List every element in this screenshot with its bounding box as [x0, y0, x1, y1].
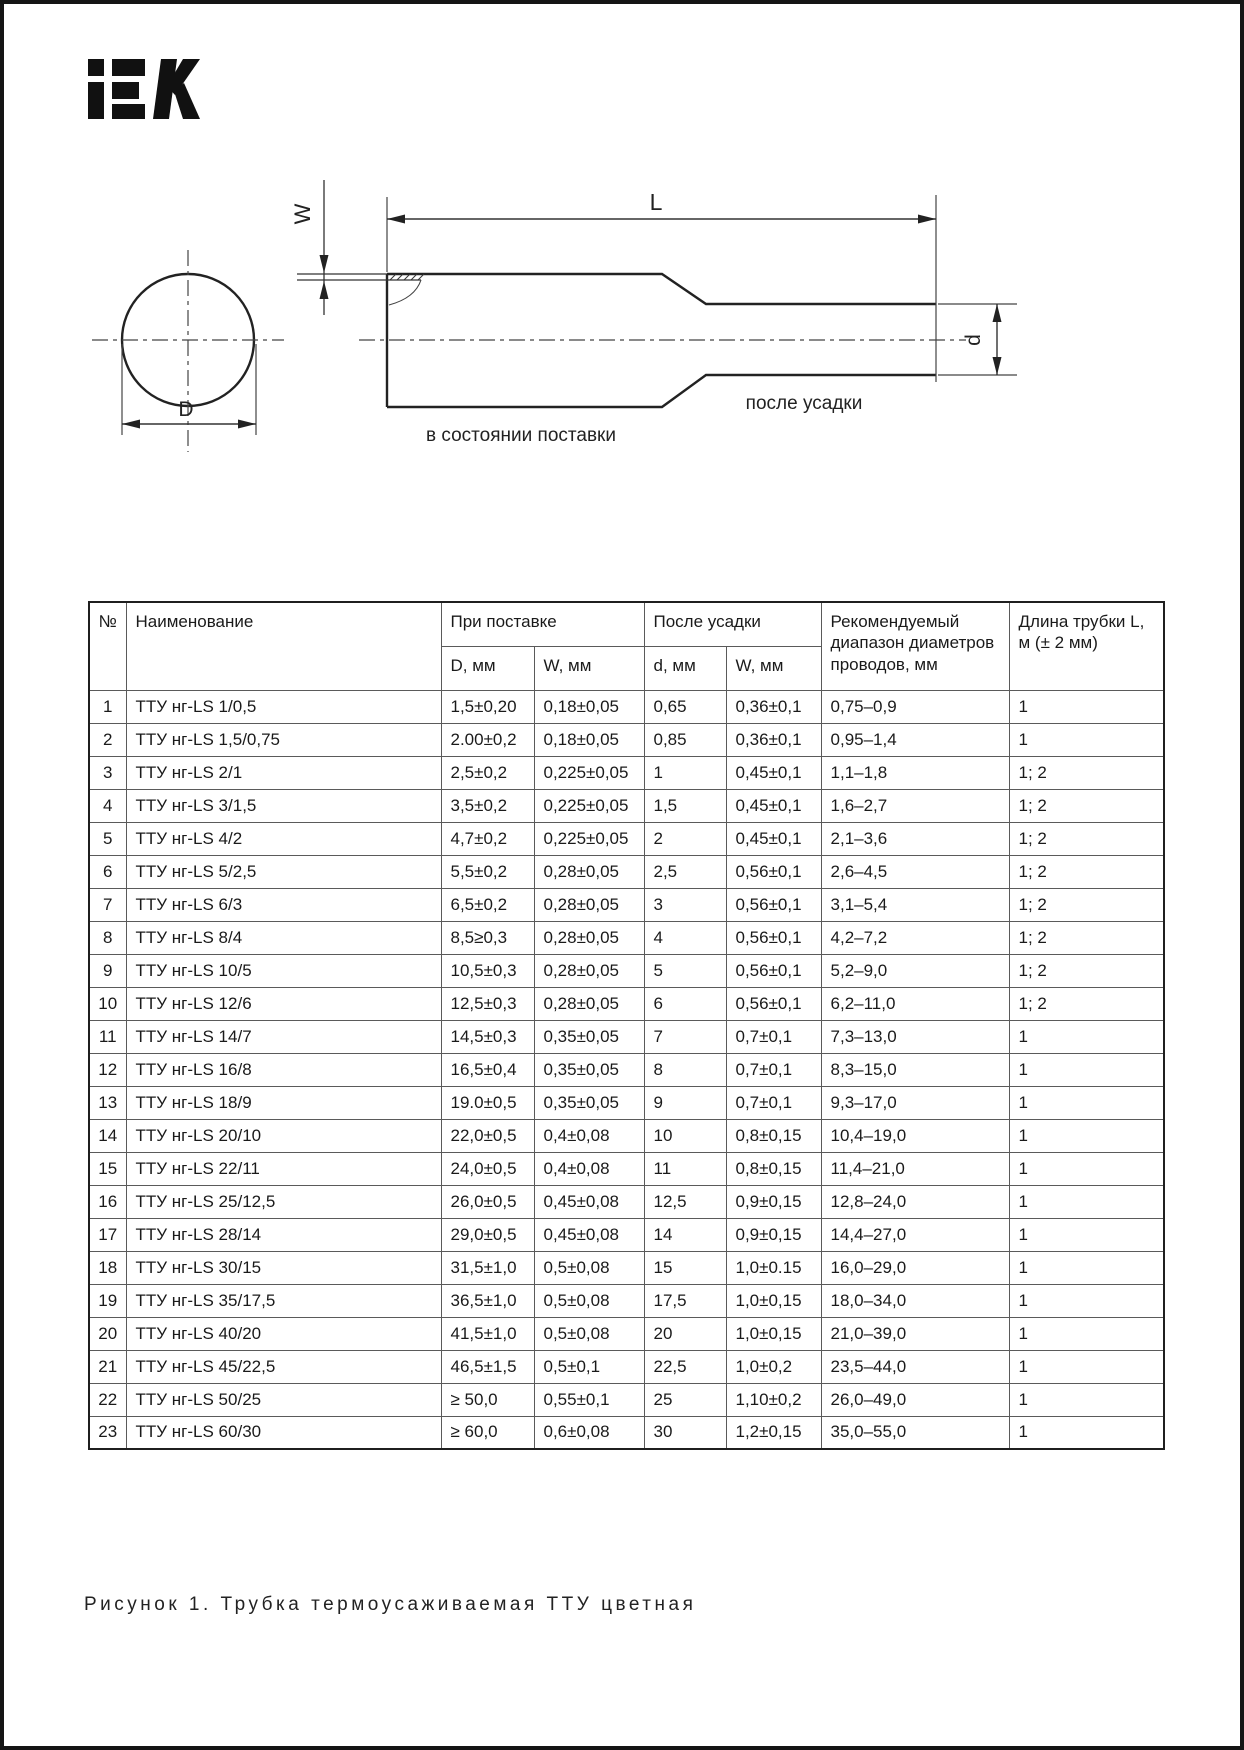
cell-range: 11,4–21,0	[821, 1152, 1009, 1185]
cell-num: 14	[89, 1119, 126, 1152]
cell-range: 9,3–17,0	[821, 1086, 1009, 1119]
cell-shrink_d: 0,65	[644, 690, 726, 723]
cell-name: ТТУ нг-LS 50/25	[126, 1383, 441, 1416]
table-row	[89, 1020, 1164, 1053]
cell-shrink_w: 0,56±0,1	[726, 954, 821, 987]
table-row	[89, 1317, 1164, 1350]
cell-num: 16	[89, 1185, 126, 1218]
cell-length: 1; 2	[1009, 954, 1164, 987]
cell-num: 12	[89, 1053, 126, 1086]
cell-range: 8,3–15,0	[821, 1053, 1009, 1086]
cell-name: ТТУ нг-LS 22/11	[126, 1152, 441, 1185]
cell-range: 1,6–2,7	[821, 789, 1009, 822]
cell-supply_d: 10,5±0,3	[441, 954, 534, 987]
dim-L-label: L	[649, 189, 663, 215]
cell-name: ТТУ нг-LS 12/6	[126, 987, 441, 1020]
cell-range: 6,2–11,0	[821, 987, 1009, 1020]
wall-leader-curve	[389, 280, 421, 305]
cell-shrink_d: 12,5	[644, 1185, 726, 1218]
tube-technical-drawing	[4, 152, 1104, 482]
cell-supply_w: 0,4±0,08	[534, 1152, 644, 1185]
cell-shrink_w: 0,9±0,15	[726, 1218, 821, 1251]
cell-name: ТТУ нг-LS 60/30	[126, 1416, 441, 1449]
cell-name: ТТУ нг-LS 28/14	[126, 1218, 441, 1251]
table-row	[89, 855, 1164, 888]
cell-name: ТТУ нг-LS 6/3	[126, 888, 441, 921]
cell-length: 1	[1009, 1317, 1164, 1350]
table-row	[89, 954, 1164, 987]
table-row	[89, 921, 1164, 954]
table-row	[89, 756, 1164, 789]
cell-name: ТТУ нг-LS 30/15	[126, 1251, 441, 1284]
cell-shrink_d: 25	[644, 1383, 726, 1416]
cell-length: 1	[1009, 1119, 1164, 1152]
cell-name: ТТУ нг-LS 4/2	[126, 822, 441, 855]
dim-D-label: D	[178, 398, 194, 421]
cell-name: ТТУ нг-LS 45/22,5	[126, 1350, 441, 1383]
cell-range: 3,1–5,4	[821, 888, 1009, 921]
dim-L-arrow-right	[918, 215, 936, 224]
cell-num: 10	[89, 987, 126, 1020]
cell-supply_d: ≥ 50,0	[441, 1383, 534, 1416]
header-supply-w: W, мм	[534, 646, 644, 690]
cell-num: 4	[89, 789, 126, 822]
cell-shrink_d: 1	[644, 756, 726, 789]
cell-name: ТТУ нг-LS 35/17,5	[126, 1284, 441, 1317]
cell-supply_w: 0,55±0,1	[534, 1383, 644, 1416]
cell-length: 1	[1009, 1383, 1164, 1416]
cell-range: 0,95–1,4	[821, 723, 1009, 756]
cell-name: ТТУ нг-LS 20/10	[126, 1119, 441, 1152]
cell-num: 7	[89, 888, 126, 921]
header-shrink-group: После усадки	[644, 602, 821, 646]
dim-D-arrow-left	[122, 420, 140, 429]
cell-num: 3	[89, 756, 126, 789]
cell-range: 4,2–7,2	[821, 921, 1009, 954]
table-row	[89, 1053, 1164, 1086]
cell-num: 20	[89, 1317, 126, 1350]
cell-shrink_d: 3	[644, 888, 726, 921]
header-name: Наименование	[126, 602, 441, 690]
cell-num: 22	[89, 1383, 126, 1416]
table-row	[89, 1086, 1164, 1119]
cell-length: 1; 2	[1009, 888, 1164, 921]
cell-supply_d: 2,5±0,2	[441, 756, 534, 789]
cell-shrink_w: 0,45±0,1	[726, 789, 821, 822]
cell-length: 1	[1009, 1218, 1164, 1251]
cell-num: 2	[89, 723, 126, 756]
table-row	[89, 1185, 1164, 1218]
cell-shrink_d: 7	[644, 1020, 726, 1053]
logo-e-top-bar	[112, 59, 145, 76]
cell-supply_d: 36,5±1,0	[441, 1284, 534, 1317]
cell-supply_w: 0,18±0,05	[534, 723, 644, 756]
cell-range: 7,3–13,0	[821, 1020, 1009, 1053]
cell-range: 21,0–39,0	[821, 1317, 1009, 1350]
cell-shrink_d: 6	[644, 987, 726, 1020]
cell-supply_d: 1,5±0,20	[441, 690, 534, 723]
dim-W-label: W	[290, 203, 315, 225]
cell-length: 1; 2	[1009, 921, 1164, 954]
cell-supply_w: 0,35±0,05	[534, 1086, 644, 1119]
cell-supply_d: 31,5±1,0	[441, 1251, 534, 1284]
cell-supply_w: 0,5±0,1	[534, 1350, 644, 1383]
cell-length: 1; 2	[1009, 855, 1164, 888]
logo-e-mid-bar	[112, 82, 139, 99]
cell-length: 1; 2	[1009, 789, 1164, 822]
cell-length: 1	[1009, 1284, 1164, 1317]
cell-shrink_w: 0,7±0,1	[726, 1086, 821, 1119]
cell-num: 11	[89, 1020, 126, 1053]
cell-shrink_d: 20	[644, 1317, 726, 1350]
cell-name: ТТУ нг-LS 2/1	[126, 756, 441, 789]
cell-name: ТТУ нг-LS 14/7	[126, 1020, 441, 1053]
shrunk-state-label: после усадки	[745, 393, 863, 414]
cell-name: ТТУ нг-LS 1/0,5	[126, 690, 441, 723]
cell-supply_w: 0,28±0,05	[534, 954, 644, 987]
cell-range: 14,4–27,0	[821, 1218, 1009, 1251]
logo-i-stem	[88, 82, 104, 119]
cell-range: 18,0–34,0	[821, 1284, 1009, 1317]
cell-shrink_d: 10	[644, 1119, 726, 1152]
cell-supply_d: 4,7±0,2	[441, 822, 534, 855]
cell-num: 5	[89, 822, 126, 855]
header-num: №	[89, 602, 126, 690]
cell-range: 12,8–24,0	[821, 1185, 1009, 1218]
cell-supply_w: 0,225±0,05	[534, 756, 644, 789]
cell-shrink_d: 2,5	[644, 855, 726, 888]
cell-shrink_w: 0,8±0,15	[726, 1152, 821, 1185]
table-row	[89, 1218, 1164, 1251]
cell-supply_d: 12,5±0,3	[441, 987, 534, 1020]
cell-supply_w: 0,4±0,08	[534, 1119, 644, 1152]
cell-range: 16,0–29,0	[821, 1251, 1009, 1284]
cell-shrink_d: 15	[644, 1251, 726, 1284]
cell-num: 17	[89, 1218, 126, 1251]
cell-name: ТТУ нг-LS 5/2,5	[126, 855, 441, 888]
cell-length: 1; 2	[1009, 987, 1164, 1020]
cell-shrink_w: 0,36±0,1	[726, 723, 821, 756]
dim-d-arrow-bottom	[993, 357, 1002, 375]
table-row	[89, 1152, 1164, 1185]
cell-shrink_w: 1,0±0.15	[726, 1251, 821, 1284]
cell-shrink_w: 0,45±0,1	[726, 756, 821, 789]
cell-supply_d: 19.0±0,5	[441, 1086, 534, 1119]
cell-num: 1	[89, 690, 126, 723]
dim-d-label: d	[962, 334, 985, 346]
cell-supply_w: 0,225±0,05	[534, 789, 644, 822]
cell-supply_d: 6,5±0,2	[441, 888, 534, 921]
header-group-row	[89, 602, 1164, 646]
cell-range: 35,0–55,0	[821, 1416, 1009, 1449]
cell-supply_w: 0,28±0,05	[534, 888, 644, 921]
cell-length: 1	[1009, 690, 1164, 723]
cell-supply_d: 8,5≥0,3	[441, 921, 534, 954]
cell-shrink_d: 0,85	[644, 723, 726, 756]
dim-W-arrow-down	[320, 255, 329, 273]
cell-name: ТТУ нг-LS 25/12,5	[126, 1185, 441, 1218]
cell-shrink_w: 0,7±0,1	[726, 1020, 821, 1053]
spec-table	[88, 601, 1165, 1450]
cell-shrink_w: 0,7±0,1	[726, 1053, 821, 1086]
cell-num: 15	[89, 1152, 126, 1185]
cell-shrink_d: 22,5	[644, 1350, 726, 1383]
cell-supply_d: 22,0±0,5	[441, 1119, 534, 1152]
header-supply-group: При поставке	[441, 602, 644, 646]
dim-D-arrow-right	[238, 420, 256, 429]
cell-range: 5,2–9,0	[821, 954, 1009, 987]
table-row	[89, 1383, 1164, 1416]
cell-shrink_d: 11	[644, 1152, 726, 1185]
cell-num: 6	[89, 855, 126, 888]
cell-shrink_w: 0,56±0,1	[726, 888, 821, 921]
cell-shrink_w: 0,56±0,1	[726, 921, 821, 954]
cell-supply_d: 41,5±1,0	[441, 1317, 534, 1350]
cell-supply_d: 26,0±0,5	[441, 1185, 534, 1218]
cell-name: ТТУ нг-LS 16/8	[126, 1053, 441, 1086]
cell-length: 1	[1009, 1053, 1164, 1086]
cell-shrink_d: 14	[644, 1218, 726, 1251]
cell-name: ТТУ нг-LS 8/4	[126, 921, 441, 954]
cell-supply_d: 24,0±0,5	[441, 1152, 534, 1185]
cell-num: 21	[89, 1350, 126, 1383]
cell-length: 1	[1009, 1152, 1164, 1185]
cell-shrink_d: 30	[644, 1416, 726, 1449]
cell-range: 2,1–3,6	[821, 822, 1009, 855]
table-row	[89, 690, 1164, 723]
cell-shrink_w: 1,0±0,15	[726, 1284, 821, 1317]
cell-shrink_d: 1,5	[644, 789, 726, 822]
table-row	[89, 1119, 1164, 1152]
logo-i-dot	[88, 59, 104, 76]
cell-length: 1; 2	[1009, 756, 1164, 789]
cell-shrink_w: 1,2±0,15	[726, 1416, 821, 1449]
cell-shrink_w: 0,9±0,15	[726, 1185, 821, 1218]
spec-table-header	[89, 602, 1164, 690]
cell-shrink_w: 0,8±0,15	[726, 1119, 821, 1152]
cell-num: 23	[89, 1416, 126, 1449]
cell-num: 9	[89, 954, 126, 987]
cell-name: ТТУ нг-LS 1,5/0,75	[126, 723, 441, 756]
cell-shrink_d: 2	[644, 822, 726, 855]
supply-state-label: в состоянии поставки	[426, 425, 616, 446]
cell-num: 19	[89, 1284, 126, 1317]
cell-shrink_d: 8	[644, 1053, 726, 1086]
cell-supply_d: 16,5±0,4	[441, 1053, 534, 1086]
table-row	[89, 987, 1164, 1020]
cell-length: 1	[1009, 723, 1164, 756]
logo-k-lower-leg	[174, 83, 200, 119]
cell-length: 1	[1009, 1086, 1164, 1119]
dim-W-arrow-up	[320, 281, 329, 299]
cell-name: ТТУ нг-LS 40/20	[126, 1317, 441, 1350]
cell-supply_d: 46,5±1,5	[441, 1350, 534, 1383]
cell-shrink_d: 17,5	[644, 1284, 726, 1317]
header-shrink-d: d, мм	[644, 646, 726, 690]
header-tube-length: Длина трубки L, м (± 2 мм)	[1009, 602, 1164, 690]
cell-supply_w: 0,35±0,05	[534, 1053, 644, 1086]
cell-supply_w: 0,45±0,08	[534, 1185, 644, 1218]
tube-cross-section-view	[92, 250, 284, 452]
cell-supply_w: 0,5±0,08	[534, 1284, 644, 1317]
cell-supply_w: 0,28±0,05	[534, 855, 644, 888]
cell-name: ТТУ нг-LS 10/5	[126, 954, 441, 987]
cell-shrink_w: 1,0±0,2	[726, 1350, 821, 1383]
spec-table-body	[89, 690, 1164, 1449]
table-row	[89, 723, 1164, 756]
cell-supply_w: 0,5±0,08	[534, 1251, 644, 1284]
cell-supply_w: 0,35±0,05	[534, 1020, 644, 1053]
cell-shrink_w: 0,56±0,1	[726, 987, 821, 1020]
cell-name: ТТУ нг-LS 18/9	[126, 1086, 441, 1119]
cell-length: 1	[1009, 1251, 1164, 1284]
cell-length: 1	[1009, 1020, 1164, 1053]
table-row	[89, 822, 1164, 855]
cell-supply_w: 0,5±0,08	[534, 1317, 644, 1350]
cell-supply_d: 5,5±0,2	[441, 855, 534, 888]
header-wire-range: Рекомендуемый диапазон диаметров проводов, мм	[821, 602, 1009, 690]
header-supply-d: D, мм	[441, 646, 534, 690]
cell-supply_w: 0,18±0,05	[534, 690, 644, 723]
cell-range: 1,1–1,8	[821, 756, 1009, 789]
cell-supply_w: 0,6±0,08	[534, 1416, 644, 1449]
table-row	[89, 1284, 1164, 1317]
cell-length: 1	[1009, 1350, 1164, 1383]
cell-range: 26,0–49,0	[821, 1383, 1009, 1416]
cell-supply_d: 3,5±0,2	[441, 789, 534, 822]
cell-supply_w: 0,28±0,05	[534, 921, 644, 954]
cell-range: 0,75–0,9	[821, 690, 1009, 723]
cell-supply_d: 2.00±0,2	[441, 723, 534, 756]
cell-supply_d: 29,0±0,5	[441, 1218, 534, 1251]
cell-shrink_d: 4	[644, 921, 726, 954]
cell-shrink_w: 0,36±0,1	[726, 690, 821, 723]
table-row	[89, 1416, 1164, 1449]
cell-num: 18	[89, 1251, 126, 1284]
cell-length: 1	[1009, 1185, 1164, 1218]
cell-shrink_w: 1,0±0,15	[726, 1317, 821, 1350]
cell-range: 2,6–4,5	[821, 855, 1009, 888]
cell-supply_d: 14,5±0,3	[441, 1020, 534, 1053]
cell-range: 23,5–44,0	[821, 1350, 1009, 1383]
iek-logo	[88, 59, 200, 119]
cell-shrink_w: 0,56±0,1	[726, 855, 821, 888]
table-row	[89, 1251, 1164, 1284]
cell-length: 1; 2	[1009, 822, 1164, 855]
dim-d-arrow-top	[993, 304, 1002, 322]
table-row	[89, 1350, 1164, 1383]
cell-shrink_d: 5	[644, 954, 726, 987]
figure-caption: Рисунок 1. Трубка термоусаживаемая ТТУ цветная	[84, 1594, 697, 1615]
cell-num: 8	[89, 921, 126, 954]
cell-supply_w: 0,225±0,05	[534, 822, 644, 855]
cell-num: 13	[89, 1086, 126, 1119]
cell-supply_d: ≥ 60,0	[441, 1416, 534, 1449]
table-row	[89, 888, 1164, 921]
cell-shrink_d: 9	[644, 1086, 726, 1119]
logo-e-bottom-bar	[112, 104, 145, 119]
dim-L-arrow-left	[387, 215, 405, 224]
cell-shrink_w: 0,45±0,1	[726, 822, 821, 855]
tube-side-view	[290, 180, 1017, 446]
cell-name: ТТУ нг-LS 3/1,5	[126, 789, 441, 822]
cell-supply_w: 0,45±0,08	[534, 1218, 644, 1251]
header-shrink-w: W, мм	[726, 646, 821, 690]
cell-length: 1	[1009, 1416, 1164, 1449]
cell-shrink_w: 1,10±0,2	[726, 1383, 821, 1416]
cell-range: 10,4–19,0	[821, 1119, 1009, 1152]
cell-supply_w: 0,28±0,05	[534, 987, 644, 1020]
table-row	[89, 789, 1164, 822]
